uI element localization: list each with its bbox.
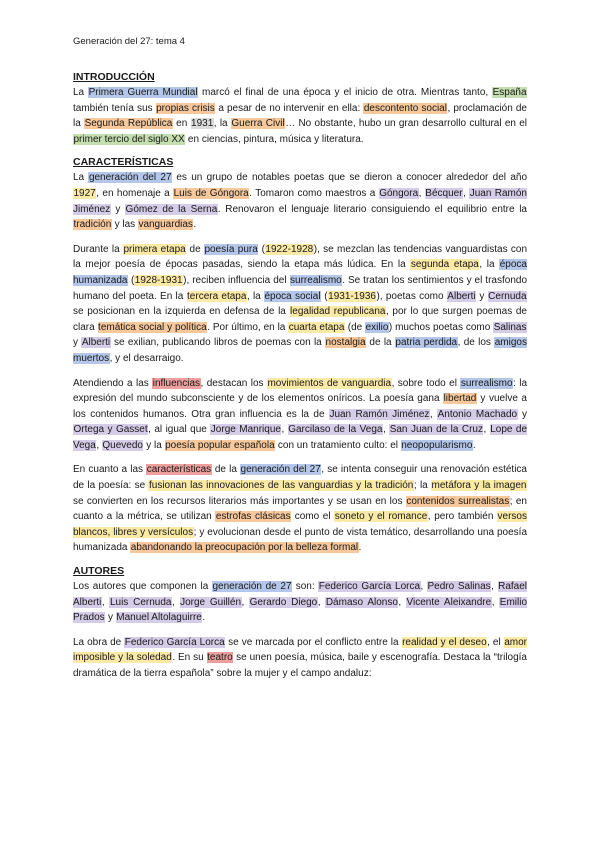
highlight-purple: Bécquer — [425, 187, 463, 199]
highlight-purple: Luis Cernuda — [109, 596, 172, 608]
highlight-orange: tradición — [73, 219, 112, 231]
highlight-orange: descontento social — [363, 102, 447, 114]
highlight-blue: exilio — [365, 321, 389, 333]
highlight-blue: neopopularismo — [401, 439, 473, 451]
highlight-purple: Garcilaso de la Vega — [288, 424, 383, 436]
highlight-orange: poesía popular española — [165, 439, 275, 451]
document-body — [73, 71, 527, 682]
highlight-purple: Gerardo Diego — [249, 596, 318, 608]
highlight-blue: surrealismo — [290, 274, 342, 286]
highlight-purple: Lope de Vega — [73, 424, 528, 451]
highlight-purple: Manuel Altolaguirre — [116, 612, 202, 624]
highlight-purple: Juan Ramón Jiménez — [73, 187, 527, 215]
highlight-yellow: 1927 — [73, 187, 96, 199]
highlight-orange: temática social y política — [98, 321, 207, 333]
highlight-blue: época humanizada — [73, 259, 527, 286]
highlight-purple: Rafael Alberti — [73, 581, 527, 608]
highlight-purple: Pedro Salinas — [427, 581, 491, 593]
highlight-red: teatro — [207, 652, 233, 664]
highlight-blue: generación del 27 — [240, 464, 321, 476]
highlight-grey: 1931 — [191, 118, 214, 130]
highlight-purple: Salinas — [493, 321, 527, 333]
highlight-yellow: primera etapa — [123, 243, 186, 255]
highlight-purple: Cernuda — [488, 290, 527, 302]
highlight-blue: Primera Guerra Mundial — [88, 87, 198, 98]
highlight-yellow: cuarta etapa — [288, 321, 345, 333]
highlight-yellow: 1931-1936 — [328, 290, 376, 302]
highlight-red: características — [146, 464, 212, 476]
highlight-yellow: tercera etapa — [187, 290, 247, 302]
highlight-blue: poesía pura — [204, 243, 258, 255]
highlight-purple: Quevedo — [102, 439, 143, 451]
highlight-purple: Jorge Guillén — [180, 596, 242, 608]
paragraph: Los autores que componen la generación de 27 son: Federico García Lorca, Pedro Salinas, Rafael Alberti, Luis Cernuda, Jorge Guillén, Gerardo Diego, Dámaso Alonso, Vicente Aleixandre, Emilio Prados y Manuel Altolaguirre. — [73, 581, 528, 624]
paragraph: La generación del 27 es un grupo de notables poetas que se dieron a conocer alrededor del año 1927, en homenaje a Luis de Góngora. Tomaron como maestros a Góngora, Bécquer, Juan Ramón Jiménez y Gómez de la Serna. Renovaron el lenguaje literario consiguiendo el equilibrio entre la tradición y las vanguardias. — [73, 172, 528, 231]
paragraph: En cuanto a las características de la generación del 27, se intenta conseguir una renovación estética de la poesía: se fusionan las innovaciones de las vanguardias y la tradición; la metáfora y la imagen se convierten en los recursos literarios más importantes y se usan en los contenidos surrealistas; en cuanto a la métrica, se utilizan estrofas clásicas como el soneto y el romance, pero también versos blancos, libres y versículos; y evolucionan desde el punto de vista temático, desarrollando una poesía humanizada abandonando la preocupación por la belleza formal. — [73, 464, 528, 554]
highlight-orange: libertad — [443, 393, 477, 405]
highlight-purple: Góngora — [379, 187, 419, 199]
highlight-orange: nostalgia — [325, 337, 366, 349]
highlight-purple: Dámaso Alonso — [325, 596, 398, 608]
section-heading-caracteristicas: CARACTERÍSTICAS — [73, 156, 174, 169]
paragraph: Atendiendo a las influencias, destacan los movimientos de vanguardia, sobre todo el surrealismo: la expresión del mundo subconsciente y de los elementos oníricos. La poesía gana libertad y vuelve a los contenidos humanos. Otra gran influencia es la de Juan Ramón Jiménez, Antonio Machado y Ortega y Gasset, al igual que Jorge Manrique, Garcilaso de la Vega, San Juan de la Cruz, Lope de Vega, Quevedo y la poesía popular española con un tratamiento culto: el neopopularismo. — [73, 377, 528, 451]
highlight-purple: Antonio Machado — [437, 408, 518, 420]
highlight-orange: vanguardias — [138, 219, 193, 231]
paragraph: La Primera Guerra Mundial marcó el final de una época y el inicio de otra. Mientras tanto, España también tenía sus propias crisis a pesar de no intervenir en ella: descontento social, proclamación de la Segunda República en 1931, la Guerra Civil… No obstante, hubo un gran desarrollo cultural en el primer tercio del siglo XX en ciencias, pintura, música y literatura. — [73, 87, 528, 145]
highlight-yellow: 1922-1928 — [265, 243, 314, 255]
paragraph: La obra de Federico García Lorca se ve marcada por el conflicto entre la realidad y el deseo, el amor imposible y la soledad. En su teatro se unen poesía, música, baile y escenografía. Destaca la “trilogía dramática de la tierra española” sobre la mujer y el campo andaluz: — [73, 636, 527, 679]
highlight-blue: amigos muertos — [73, 337, 527, 364]
page-header: Generación del 27: tema 4 — [73, 36, 185, 47]
highlight-blue: surrealismo — [460, 377, 513, 389]
highlight-yellow: movimientos de vanguardia — [267, 377, 392, 389]
highlight-blue: generación del 27 — [88, 172, 172, 184]
highlight-yellow: versos blancos, libres y versículos — [73, 511, 527, 538]
highlight-green: primer tercio del siglo XX — [73, 133, 185, 145]
highlight-purple: Ortega y Gasset — [73, 424, 148, 436]
highlight-yellow: segunda etapa — [410, 259, 479, 271]
highlight-purple: Jorge Manrique — [210, 424, 281, 436]
highlight-yellow: fusionan las innovaciones de las vanguardias y la tradición — [148, 480, 414, 492]
highlight-green: España — [492, 87, 527, 98]
highlight-blue: patria perdida — [395, 337, 458, 349]
highlight-orange: propias crisis — [156, 102, 215, 114]
highlight-purple: San Juan de la Cruz — [389, 424, 483, 436]
highlight-orange: estrofas clásicas — [215, 511, 291, 523]
highlight-orange: abandonando la preocupación por la belleza formal — [130, 542, 359, 554]
highlight-orange: Luis de Góngora — [173, 187, 249, 199]
highlight-purple: Gómez de la Serna — [125, 203, 218, 215]
section-heading-introduccion: INTRODUCCIÓN — [73, 71, 155, 83]
paragraph: Durante la primera etapa de poesía pura (1922-1928), se mezclan las tendencias vanguardistas con la mejor poesía de épocas pasadas, siendo la etapa más lúdica. En la segunda etapa, la época humanizada (1928-1931), reciben influencia del surrealismo. Se tratan los sentimientos y el trasfondo humano del poeta. En la tercera etapa, la época social (1931-1936), poetas como Alberti y Cernuda se posicionan en la izquierda en defensa de la legalidad republicana, por lo que surgen poemas de clara temática social y política. Por último, en la cuarta etapa (de exilio) muchos poetas como Salinas y Alberti se exilian, publicando libros de poemas con la nostalgia de la patria perdida, de los amigos muertos, y el desarraigo. — [73, 243, 528, 364]
highlight-purple: Emilio Prados — [73, 596, 528, 624]
highlight-purple: Federico García Lorca — [318, 581, 421, 593]
section-heading-autores: AUTORES — [73, 565, 125, 578]
highlight-yellow: legalidad republicana — [290, 306, 386, 318]
highlight-yellow: 1928-1931 — [134, 274, 183, 286]
highlight-blue: generación de 27 — [212, 581, 292, 593]
highlight-yellow: realidad y el deseo — [402, 636, 487, 648]
document-page — [73, 36, 527, 691]
highlight-orange: contenidos surrealistas — [406, 495, 510, 507]
highlight-yellow: amor imposible y la soledad — [73, 636, 527, 664]
highlight-purple: Alberti — [81, 337, 111, 349]
highlight-purple: Juan Ramón Jiménez — [329, 408, 430, 420]
highlight-blue: época social — [264, 290, 321, 302]
highlight-orange: Guerra Civil — [231, 118, 285, 130]
highlight-yellow: soneto y el romance — [334, 511, 428, 523]
highlight-red: influencias — [152, 377, 201, 389]
highlight-orange: Segunda República — [84, 118, 173, 130]
highlight-purple: Vicente Aleixandre — [406, 596, 492, 608]
highlight-purple: Federico García Lorca — [124, 636, 225, 648]
highlight-yellow: metáfora y la imagen — [431, 480, 527, 492]
highlight-purple: Alberti — [447, 290, 476, 302]
